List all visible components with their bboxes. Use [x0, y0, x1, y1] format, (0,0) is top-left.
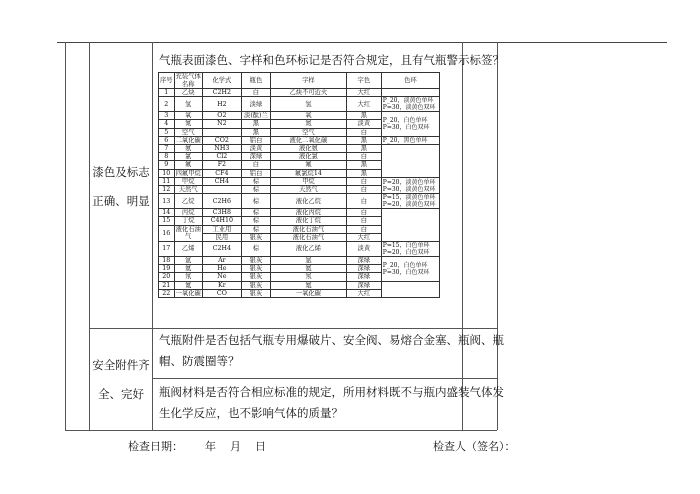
- table-cell: 天然气: [174, 186, 202, 194]
- table-cell: 甲烷: [270, 177, 346, 185]
- table-row: [159, 112, 440, 120]
- table-cell: 氖: [270, 273, 346, 281]
- table-cell: 1: [159, 89, 175, 97]
- table-cell: 氖: [174, 273, 202, 281]
- inspection-date-label: 检查日期：: [128, 440, 183, 453]
- row-divider: [89, 328, 497, 329]
- table-cell: 11: [159, 177, 175, 185]
- table-cell: 黑: [346, 145, 381, 153]
- table-cell: CO: [202, 289, 241, 297]
- ring-ethylene: P=15，白色单环 P=20，白色双环: [381, 242, 439, 257]
- table-cell: 深绿: [242, 153, 271, 161]
- table-row: [159, 89, 440, 97]
- table-cell: 色环: [381, 73, 439, 89]
- table-cell: 银灰: [242, 289, 271, 297]
- table-cell: 白: [346, 209, 381, 217]
- table-cell: C3H8: [202, 209, 241, 217]
- table-cell: 大红: [346, 233, 381, 241]
- table-cell: 空气: [270, 128, 346, 136]
- table-cell: 黑: [242, 128, 271, 136]
- table-cell: CH4: [202, 177, 241, 185]
- year-label: 年: [205, 440, 216, 453]
- table-cell: [202, 128, 241, 136]
- table-cell: 铝白: [242, 169, 271, 177]
- table-cell: C2H6: [202, 194, 241, 209]
- table-cell: 银灰: [242, 257, 271, 265]
- table-row: [159, 281, 440, 289]
- table-cell: 大红: [346, 289, 381, 297]
- top-rule: [57, 42, 667, 43]
- table-cell: 甲烷: [174, 177, 202, 185]
- table-cell: C2H4: [202, 242, 241, 257]
- table-cell: 3: [159, 112, 175, 120]
- table-cell: 银灰: [242, 265, 271, 273]
- table-cell: 5: [159, 128, 175, 136]
- table-cell: 20: [159, 273, 175, 281]
- table-header-row: [159, 73, 440, 89]
- table-cell: 黑: [346, 161, 381, 169]
- table-cell: 字样: [270, 73, 346, 89]
- table-cell: 白: [346, 177, 381, 185]
- table-cell: 充装气体名称: [175, 73, 201, 88]
- ring-methane: P=20，淡黄色单环 P=30，淡黄色双环: [381, 177, 439, 193]
- table-cell: 深绿: [346, 257, 381, 265]
- table-cell: 氩: [174, 257, 202, 265]
- table-cell: 液化氨: [270, 145, 346, 153]
- table-cell: 棕: [242, 242, 271, 257]
- table-left-border: [65, 42, 66, 430]
- table-cell: 白: [346, 186, 381, 194]
- table-cell: 大红: [346, 97, 381, 112]
- table-cell: 氪: [270, 281, 346, 289]
- table-cell: 乙烯: [174, 242, 202, 257]
- table-cell: 序号: [159, 73, 175, 89]
- table-row: [159, 257, 440, 265]
- ring-co2: P_20，黑色单环: [381, 136, 439, 144]
- table-cell: [381, 281, 439, 297]
- question-accessories: 气瓶附件是否包括气瓶专用爆破片、安全阀、易熔合金塞、瓶阀、瓶 帽、防震圈等？: [159, 333, 504, 368]
- table-cell: 黑: [346, 169, 381, 177]
- table-cell: 22: [159, 289, 175, 297]
- table-cell: 铝白: [242, 136, 271, 144]
- table-cell: [202, 186, 241, 194]
- table-cell: 白: [242, 89, 271, 97]
- table-cell: 银灰: [242, 233, 271, 241]
- table-cell: F2: [202, 161, 241, 169]
- table-cell: 白: [242, 161, 271, 169]
- day-label: 日: [255, 440, 266, 453]
- table-cell: 16: [159, 225, 175, 241]
- table-cell: O2: [202, 112, 241, 120]
- ring-argon: P_20，白色单环 P=30，白色双环: [381, 257, 439, 282]
- table-cell: 氢: [270, 97, 346, 112]
- table-cell: 空气: [174, 128, 202, 136]
- table-cell: 氨: [174, 145, 202, 153]
- table-cell: 氩: [270, 257, 346, 265]
- table-cell: 银灰: [242, 281, 271, 289]
- table-cell: 15: [159, 217, 175, 225]
- table-cell: 一氧化碳: [175, 289, 201, 297]
- table-cell: 液化二氧化碳: [270, 136, 346, 144]
- table-cell: N2: [202, 120, 241, 128]
- table-cell: 淡(酞)兰: [242, 112, 271, 120]
- table-cell: 乙炔: [174, 89, 202, 97]
- table-cell: 液化乙烯: [270, 242, 346, 257]
- table-cell: 棕: [242, 194, 271, 209]
- table-cell: 深绿: [346, 265, 381, 273]
- ring-oxygen: P_20，白色单环 P=30，白色双环: [381, 112, 439, 137]
- table-cell: 氧: [270, 112, 346, 120]
- table-cell: [381, 145, 439, 178]
- category-column-border: [152, 42, 153, 430]
- table-cell: 氦: [270, 265, 346, 273]
- table-cell: 液化石油气: [270, 225, 346, 233]
- table-cell: 字色: [346, 73, 381, 89]
- table-cell: 工业用: [202, 225, 241, 233]
- table-cell: Kr: [202, 281, 241, 289]
- table-row: [159, 136, 440, 144]
- table-cell: 棕: [242, 177, 271, 185]
- table-cell: 14: [159, 209, 175, 217]
- table-cell: 液化丙烷: [270, 209, 346, 217]
- table-cell: 淡黄: [346, 120, 381, 128]
- table-cell: 淡绿: [242, 97, 271, 112]
- table-cell: 乙烷: [174, 194, 202, 209]
- table-cell: NH3: [202, 145, 241, 153]
- table-cell: 淡黄: [242, 145, 271, 153]
- table-cell: 21: [159, 281, 175, 289]
- table-cell: 8: [159, 153, 175, 161]
- table-cell: 黑: [346, 112, 381, 120]
- table-cell: He: [202, 265, 241, 273]
- table-cell: 黑: [346, 136, 381, 144]
- gas-cylinder-color-table: [158, 72, 440, 298]
- table-row: [159, 209, 440, 217]
- table-cell: CO2: [202, 136, 241, 144]
- category-paint-marking: 漆色及标志 正确、明显: [92, 165, 150, 208]
- table-cell: 19: [159, 265, 175, 273]
- table-cell: 瓶色: [242, 73, 271, 89]
- table-bottom-border: [65, 430, 497, 431]
- table-cell: 12: [159, 186, 175, 194]
- table-cell: 棕: [242, 217, 271, 225]
- table-cell: 大红: [346, 89, 381, 97]
- table-cell: 银灰: [242, 273, 271, 281]
- table-cell: 一氧化碳: [270, 289, 346, 297]
- subrow-divider: [152, 378, 497, 379]
- table-cell: 白: [346, 194, 381, 209]
- table-cell: 氟氯烷14: [270, 169, 346, 177]
- table-cell: 丙烷: [174, 209, 202, 217]
- table-cell: 民用: [202, 233, 241, 241]
- table-cell: 氦: [174, 265, 202, 273]
- table-row: [159, 145, 440, 153]
- table-cell: 白: [346, 128, 381, 136]
- table-cell: 氪: [174, 281, 202, 289]
- category-safety-accessories: 安全附件齐 全、完好: [92, 358, 150, 401]
- table-cell: 氯: [174, 153, 202, 161]
- question-paint-marking: 气瓶表面漆色、字样和色环标记是否符合规定，且有气瓶警示标签？: [159, 53, 504, 67]
- table-cell: 白: [346, 217, 381, 225]
- table-cell: 液化丁烷: [270, 217, 346, 225]
- table-cell: H2: [202, 97, 241, 112]
- table-row: [159, 194, 440, 209]
- table-cell: 深绿: [346, 273, 381, 281]
- table-cell: CF4: [202, 169, 241, 177]
- table-cell: Cl2: [202, 153, 241, 161]
- table-cell: 氮: [270, 120, 346, 128]
- table-row: [159, 242, 440, 257]
- table-cell: 液化乙烷: [270, 194, 346, 209]
- table-cell: 2: [159, 97, 175, 112]
- table-cell: 丁烷: [174, 217, 202, 225]
- table-cell: 液化石油气: [270, 233, 346, 241]
- table-cell: 13: [159, 194, 175, 209]
- table-cell: 17: [159, 242, 175, 257]
- table-cell: 化学式: [202, 73, 241, 89]
- table-cell: 淡黄: [346, 242, 381, 257]
- table-cell: 9: [159, 161, 175, 169]
- table-cell: 氧: [174, 112, 202, 120]
- table-cell: 18: [159, 257, 175, 265]
- month-label: 月: [230, 440, 241, 453]
- table-cell: 白: [346, 225, 381, 233]
- table-row: [159, 177, 440, 185]
- table-cell: 深绿: [346, 281, 381, 289]
- table-cell: 四氟甲烷: [175, 169, 201, 177]
- table-cell: 乙炔不可近火: [270, 89, 346, 97]
- table-cell: [381, 209, 439, 242]
- table-cell: 液化石油气: [175, 226, 201, 241]
- ring-hydrogen: P_20，淡黄色单环 P=30，淡黄色双环: [381, 97, 439, 112]
- table-cell: 6: [159, 136, 175, 144]
- table-cell: 氢: [174, 97, 202, 112]
- table-cell: 天然气: [270, 186, 346, 194]
- inspector-signature-label: 检查人（签名）：: [433, 440, 516, 453]
- table-cell: C4H10: [202, 217, 241, 225]
- table-cell: C2H2: [202, 89, 241, 97]
- table-cell: 氮: [174, 120, 202, 128]
- table-cell: 棕: [242, 186, 271, 194]
- table-cell: 10: [159, 169, 175, 177]
- table-cell: [381, 89, 439, 97]
- table-cell: 棕: [242, 209, 271, 217]
- table-cell: 7: [159, 145, 175, 153]
- table-cell: 氟: [270, 161, 346, 169]
- question-valve-material: 瓶阀材料是否符合相应标准的规定，所用材料既不与瓶内盛装气体发 生化学反应，也不影响气体的质量？: [159, 385, 504, 420]
- table-cell: 二氧化碳: [175, 136, 201, 144]
- ring-ethane: P=15，淡黄色单环 P=20，淡黄色双环: [381, 194, 439, 209]
- table-cell: Ar: [202, 257, 241, 265]
- table-cell: 黑: [242, 120, 271, 128]
- table-cell: 4: [159, 120, 175, 128]
- table-row: [159, 97, 440, 112]
- table-cell: Ne: [202, 273, 241, 281]
- table-cell: 棕: [242, 225, 271, 233]
- table-cell: 氟: [174, 161, 202, 169]
- table-cell: 液化氯: [270, 153, 346, 161]
- table-cell: 白: [346, 153, 381, 161]
